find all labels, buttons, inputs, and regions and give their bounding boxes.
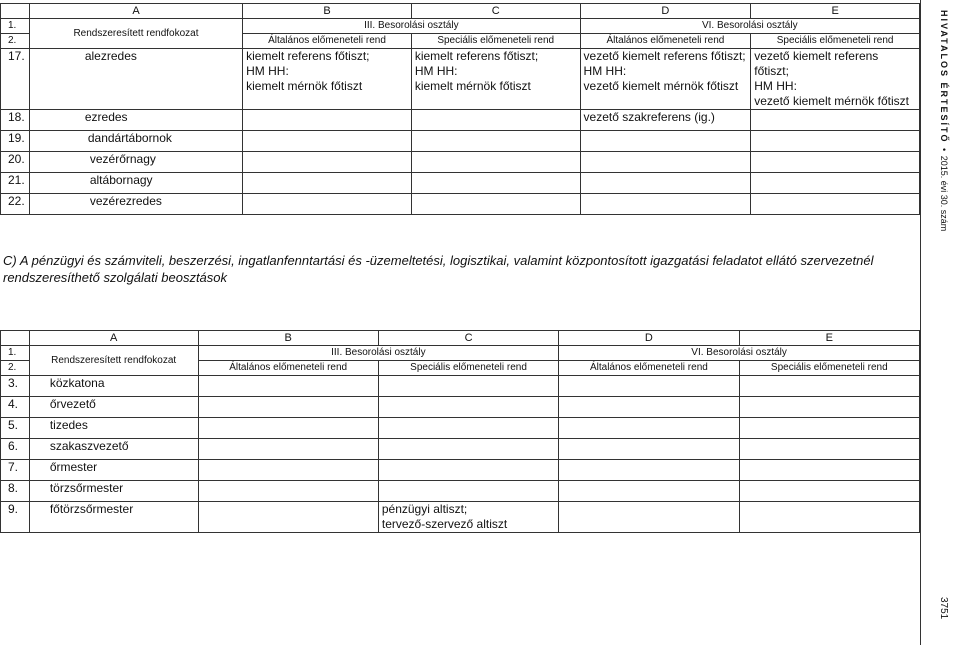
- rank-name: szakaszvezető: [29, 439, 198, 460]
- journal-running-head: HIVATALOS ÉRTESÍTŐ • 2015. évi 30. szám: [939, 10, 949, 232]
- row-num: 9.: [1, 502, 30, 533]
- col-letter-c: C: [411, 4, 580, 19]
- row-num: 6.: [1, 439, 30, 460]
- journal-title: HIVATALOS ÉRTESÍTŐ: [939, 10, 949, 144]
- sub-header-b: Általános előmeneteli rend: [198, 361, 378, 376]
- rank-table-top: [0, 3, 920, 215]
- table-row: [1, 439, 920, 460]
- row-num: 1.: [1, 346, 30, 361]
- page-number: 3751: [938, 597, 949, 620]
- table-row: [1, 49, 920, 110]
- row-num: 7.: [1, 460, 30, 481]
- journal-sidebar: [920, 0, 960, 645]
- class-vi-header: VI. Besorolási osztály: [580, 19, 919, 34]
- col-letter-c: C: [378, 331, 558, 346]
- table-row: [1, 397, 920, 418]
- row-num: 8.: [1, 481, 30, 502]
- rank-name: ezredes: [29, 110, 242, 131]
- table-row: [1, 376, 920, 397]
- col-letter-b: B: [243, 4, 412, 19]
- table-row: [1, 481, 920, 502]
- col-letter-b: B: [198, 331, 378, 346]
- row-num: 17.: [1, 49, 30, 110]
- table-row: [1, 131, 920, 152]
- row-num: 2.: [1, 361, 30, 376]
- row-num: 1.: [1, 19, 30, 34]
- rank-name: vezérőrnagy: [29, 152, 242, 173]
- row-num: 18.: [1, 110, 30, 131]
- table-row: [1, 194, 920, 215]
- class-vi-header: VI. Besorolási osztály: [559, 346, 920, 361]
- cell-d: vezető szakreferens (ig.): [580, 110, 751, 131]
- rank-name: altábornagy: [29, 173, 242, 194]
- class-iii-header: III. Besorolási osztály: [243, 19, 580, 34]
- row-num: 3.: [1, 376, 30, 397]
- row-num: 19.: [1, 131, 30, 152]
- sub-header-e: Speciális előmeneteli rend: [751, 34, 920, 49]
- section-heading: C) A pénzügyi és számviteli, beszerzési, ingatlanfenntartási és -üzemeltetési, logisztikai, valamint központosított igazgatási feladatot ellátó szervezetnél rendszeresíthető szolgálati beosztások: [3, 253, 874, 285]
- sub-header-d: Általános előmeneteli rend: [559, 361, 739, 376]
- sub-header-c: Speciális előmeneteli rend: [378, 361, 558, 376]
- row-num: 21.: [1, 173, 30, 194]
- row-num: 5.: [1, 418, 30, 439]
- cell-e: vezető kiemelt referens főtiszt; HM HH: vezető kiemelt mérnök főtiszt: [751, 49, 920, 110]
- rank-name: őrmester: [29, 460, 198, 481]
- col-letter-d: D: [580, 4, 751, 19]
- rank-name: törzsőrmester: [29, 481, 198, 502]
- rank-name: alezredes: [29, 49, 242, 110]
- rank-name: főtörzsőrmester: [29, 502, 198, 533]
- cell-c: pénzügyi altiszt; tervező-szervező altiszt: [378, 502, 558, 533]
- cell-c: kiemelt referens főtiszt; HM HH: kiemelt mérnök főtiszt: [411, 49, 580, 110]
- col-letter-e: E: [751, 4, 920, 19]
- col-letter-e: E: [739, 331, 919, 346]
- table-row: [1, 502, 920, 533]
- rendfokozat-header: Rendszeresített rendfokozat: [29, 346, 198, 376]
- class-iii-header: III. Besorolási osztály: [198, 346, 559, 361]
- row-num: 4.: [1, 397, 30, 418]
- rank-table-bottom: [0, 330, 920, 533]
- rank-name: vezérezredes: [29, 194, 242, 215]
- rendfokozat-header: Rendszeresített rendfokozat: [29, 19, 242, 49]
- row-num: 20.: [1, 152, 30, 173]
- table-row: [1, 173, 920, 194]
- rank-name: őrvezető: [29, 397, 198, 418]
- sub-header-d: Általános előmeneteli rend: [580, 34, 751, 49]
- col-letter-a: A: [29, 331, 198, 346]
- table-row: [1, 110, 920, 131]
- table-row: [1, 152, 920, 173]
- table-row: [1, 460, 920, 481]
- sub-header-c: Speciális előmeneteli rend: [411, 34, 580, 49]
- issue-label: 2015. évi 30. szám: [939, 155, 949, 232]
- table-row: [1, 418, 920, 439]
- sub-header-b: Általános előmeneteli rend: [243, 34, 412, 49]
- rank-name: dandártábornok: [29, 131, 242, 152]
- sub-header-e: Speciális előmeneteli rend: [739, 361, 919, 376]
- rank-name: tizedes: [29, 418, 198, 439]
- rank-name: közkatona: [29, 376, 198, 397]
- col-letter-a: A: [29, 4, 242, 19]
- cell-b: kiemelt referens főtiszt; HM HH: kiemelt mérnök főtiszt: [243, 49, 412, 110]
- col-letter-d: D: [559, 331, 739, 346]
- cell-d: vezető kiemelt referens főtiszt; HM HH: vezető kiemelt mérnök főtiszt: [580, 49, 751, 110]
- row-num: 22.: [1, 194, 30, 215]
- row-num: 2.: [1, 34, 30, 49]
